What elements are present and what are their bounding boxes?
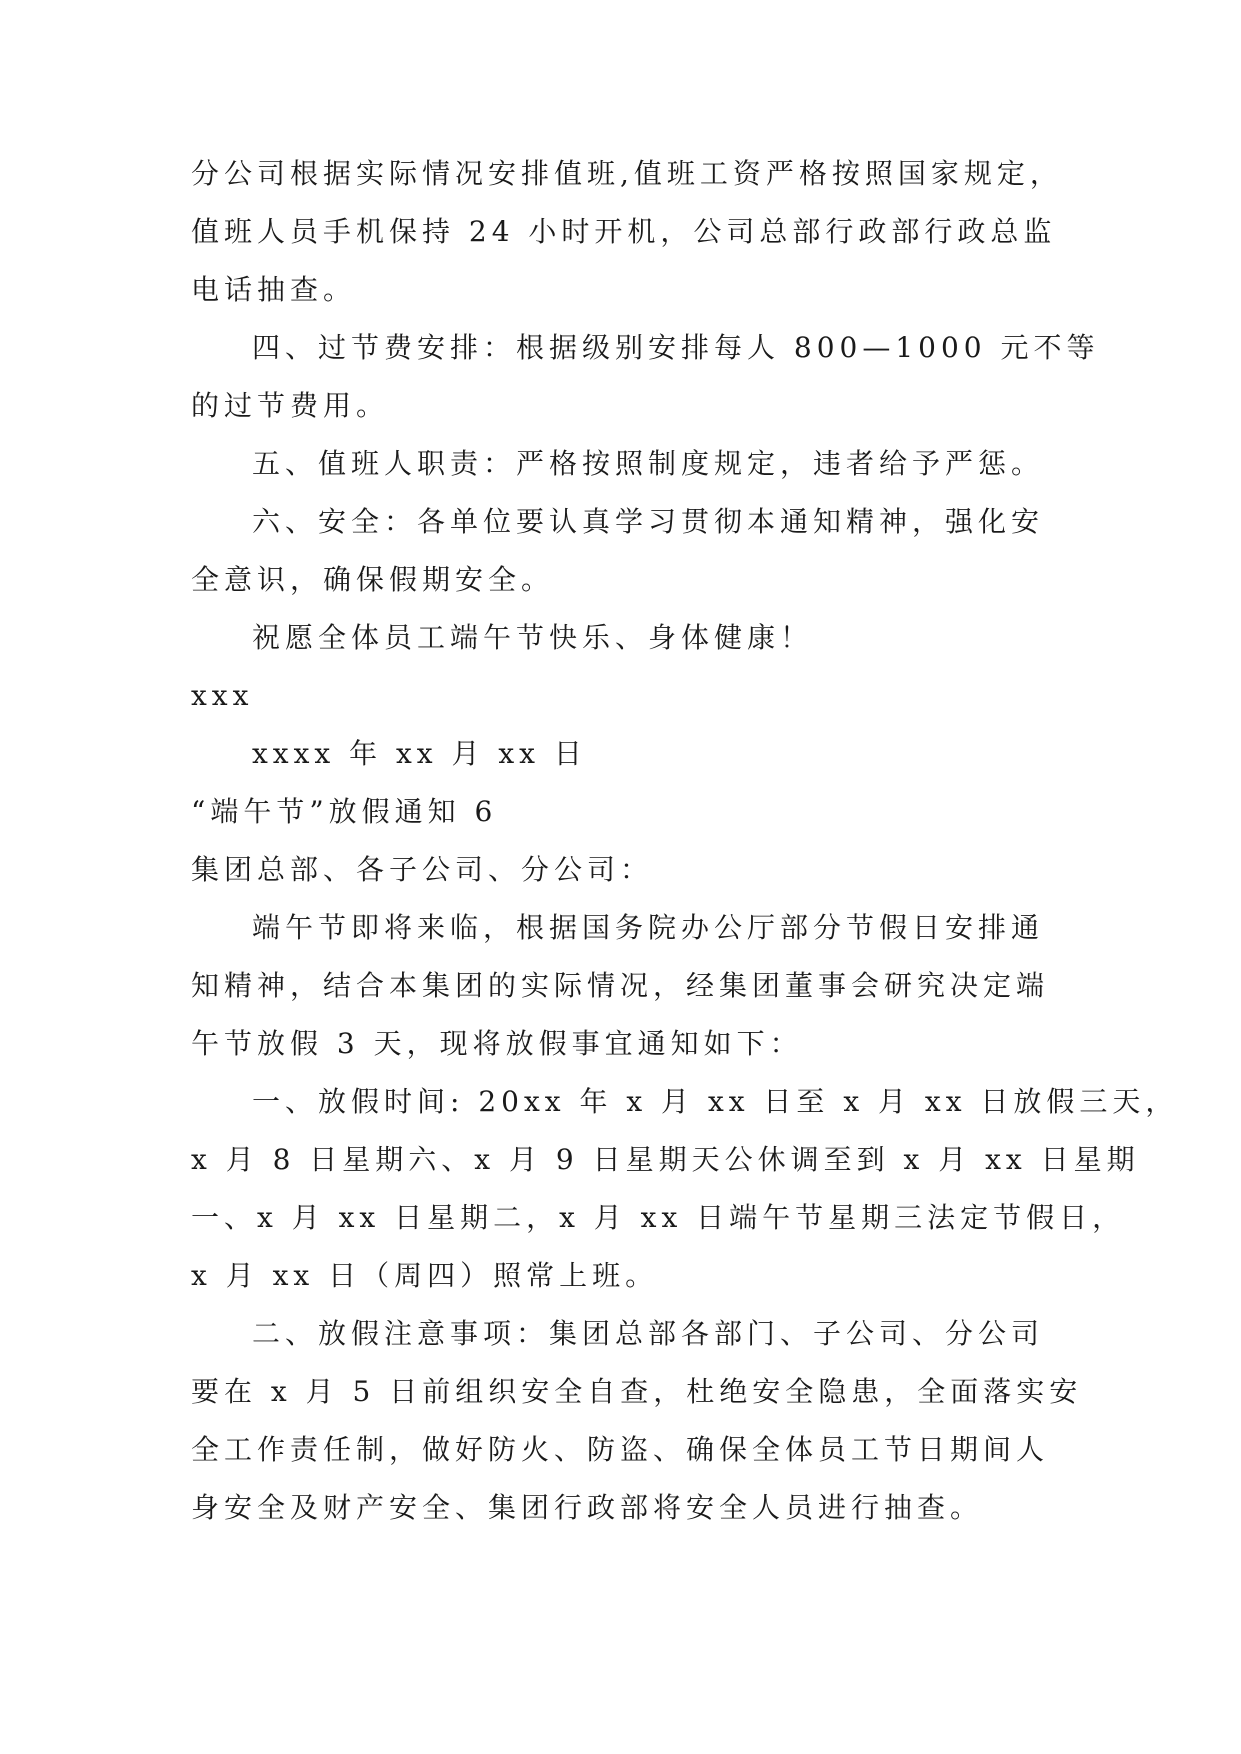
text-line: 午节放假 3 天，现将放假事宜通知如下： xyxy=(191,1027,803,1060)
text-line: 全工作责任制，做好防火、防盗、确保全体员工节日期间人 xyxy=(191,1433,1050,1466)
text-line: 端午节即将来临，根据国务院办公厅部分节假日安排通 xyxy=(252,911,1045,944)
section-title: “端午节”放假通知 6 xyxy=(191,795,498,828)
text-line: 要在 x 月 5 日前组织安全自查，杜绝安全隐患，全面落实安 xyxy=(191,1375,1083,1408)
text-line: x 月 8 日星期六、x 月 9 日星期天公休调至到 x 月 xx 日星期 xyxy=(191,1143,1140,1176)
text-line: 全意识，确保假期安全。 xyxy=(191,563,555,596)
text-line: 的过节费用。 xyxy=(191,389,390,422)
text-line: 电话抽查。 xyxy=(191,273,357,306)
text-line: 值班人员手机保持 24 小时开机，公司总部行政部行政总监 xyxy=(191,215,1057,248)
salutation: 集团总部、各子公司、分公司： xyxy=(191,853,654,886)
text-line: 祝愿全体员工端午节快乐、身体健康！ xyxy=(252,621,814,654)
text-line: 四、过节费安排：根据级别安排每人 800—1000 元不等 xyxy=(252,331,1100,364)
date-line: xxxx 年 xx 月 xx 日 xyxy=(252,737,587,770)
text-line: x 月 xx 日（周四）照常上班。 xyxy=(191,1259,659,1292)
text-line: 二、放假注意事项：集团总部各部门、子公司、分公司 xyxy=(252,1317,1045,1350)
text-line: 一、放假时间: 20xx 年 x 月 xx 日至 x 月 xx 日放假三天， xyxy=(252,1085,1179,1118)
text-line: 六、安全：各单位要认真学习贯彻本通知精神，强化安 xyxy=(252,505,1045,538)
text-line: 身安全及财产安全、集团行政部将安全人员进行抽查。 xyxy=(191,1491,984,1524)
signature: xxx xyxy=(191,679,254,712)
text-line: 知精神，结合本集团的实际情况，经集团董事会研究决定端 xyxy=(191,969,1050,1002)
text-line: 一、x 月 xx 日星期二，x 月 xx 日端午节星期三法定节假日， xyxy=(191,1201,1126,1234)
text-line: 分公司根据实际情况安排值班,值班工资严格按照国家规定， xyxy=(191,157,1063,190)
text-line: 五、值班人职责：严格按照制度规定，违者给予严惩。 xyxy=(252,447,1045,480)
